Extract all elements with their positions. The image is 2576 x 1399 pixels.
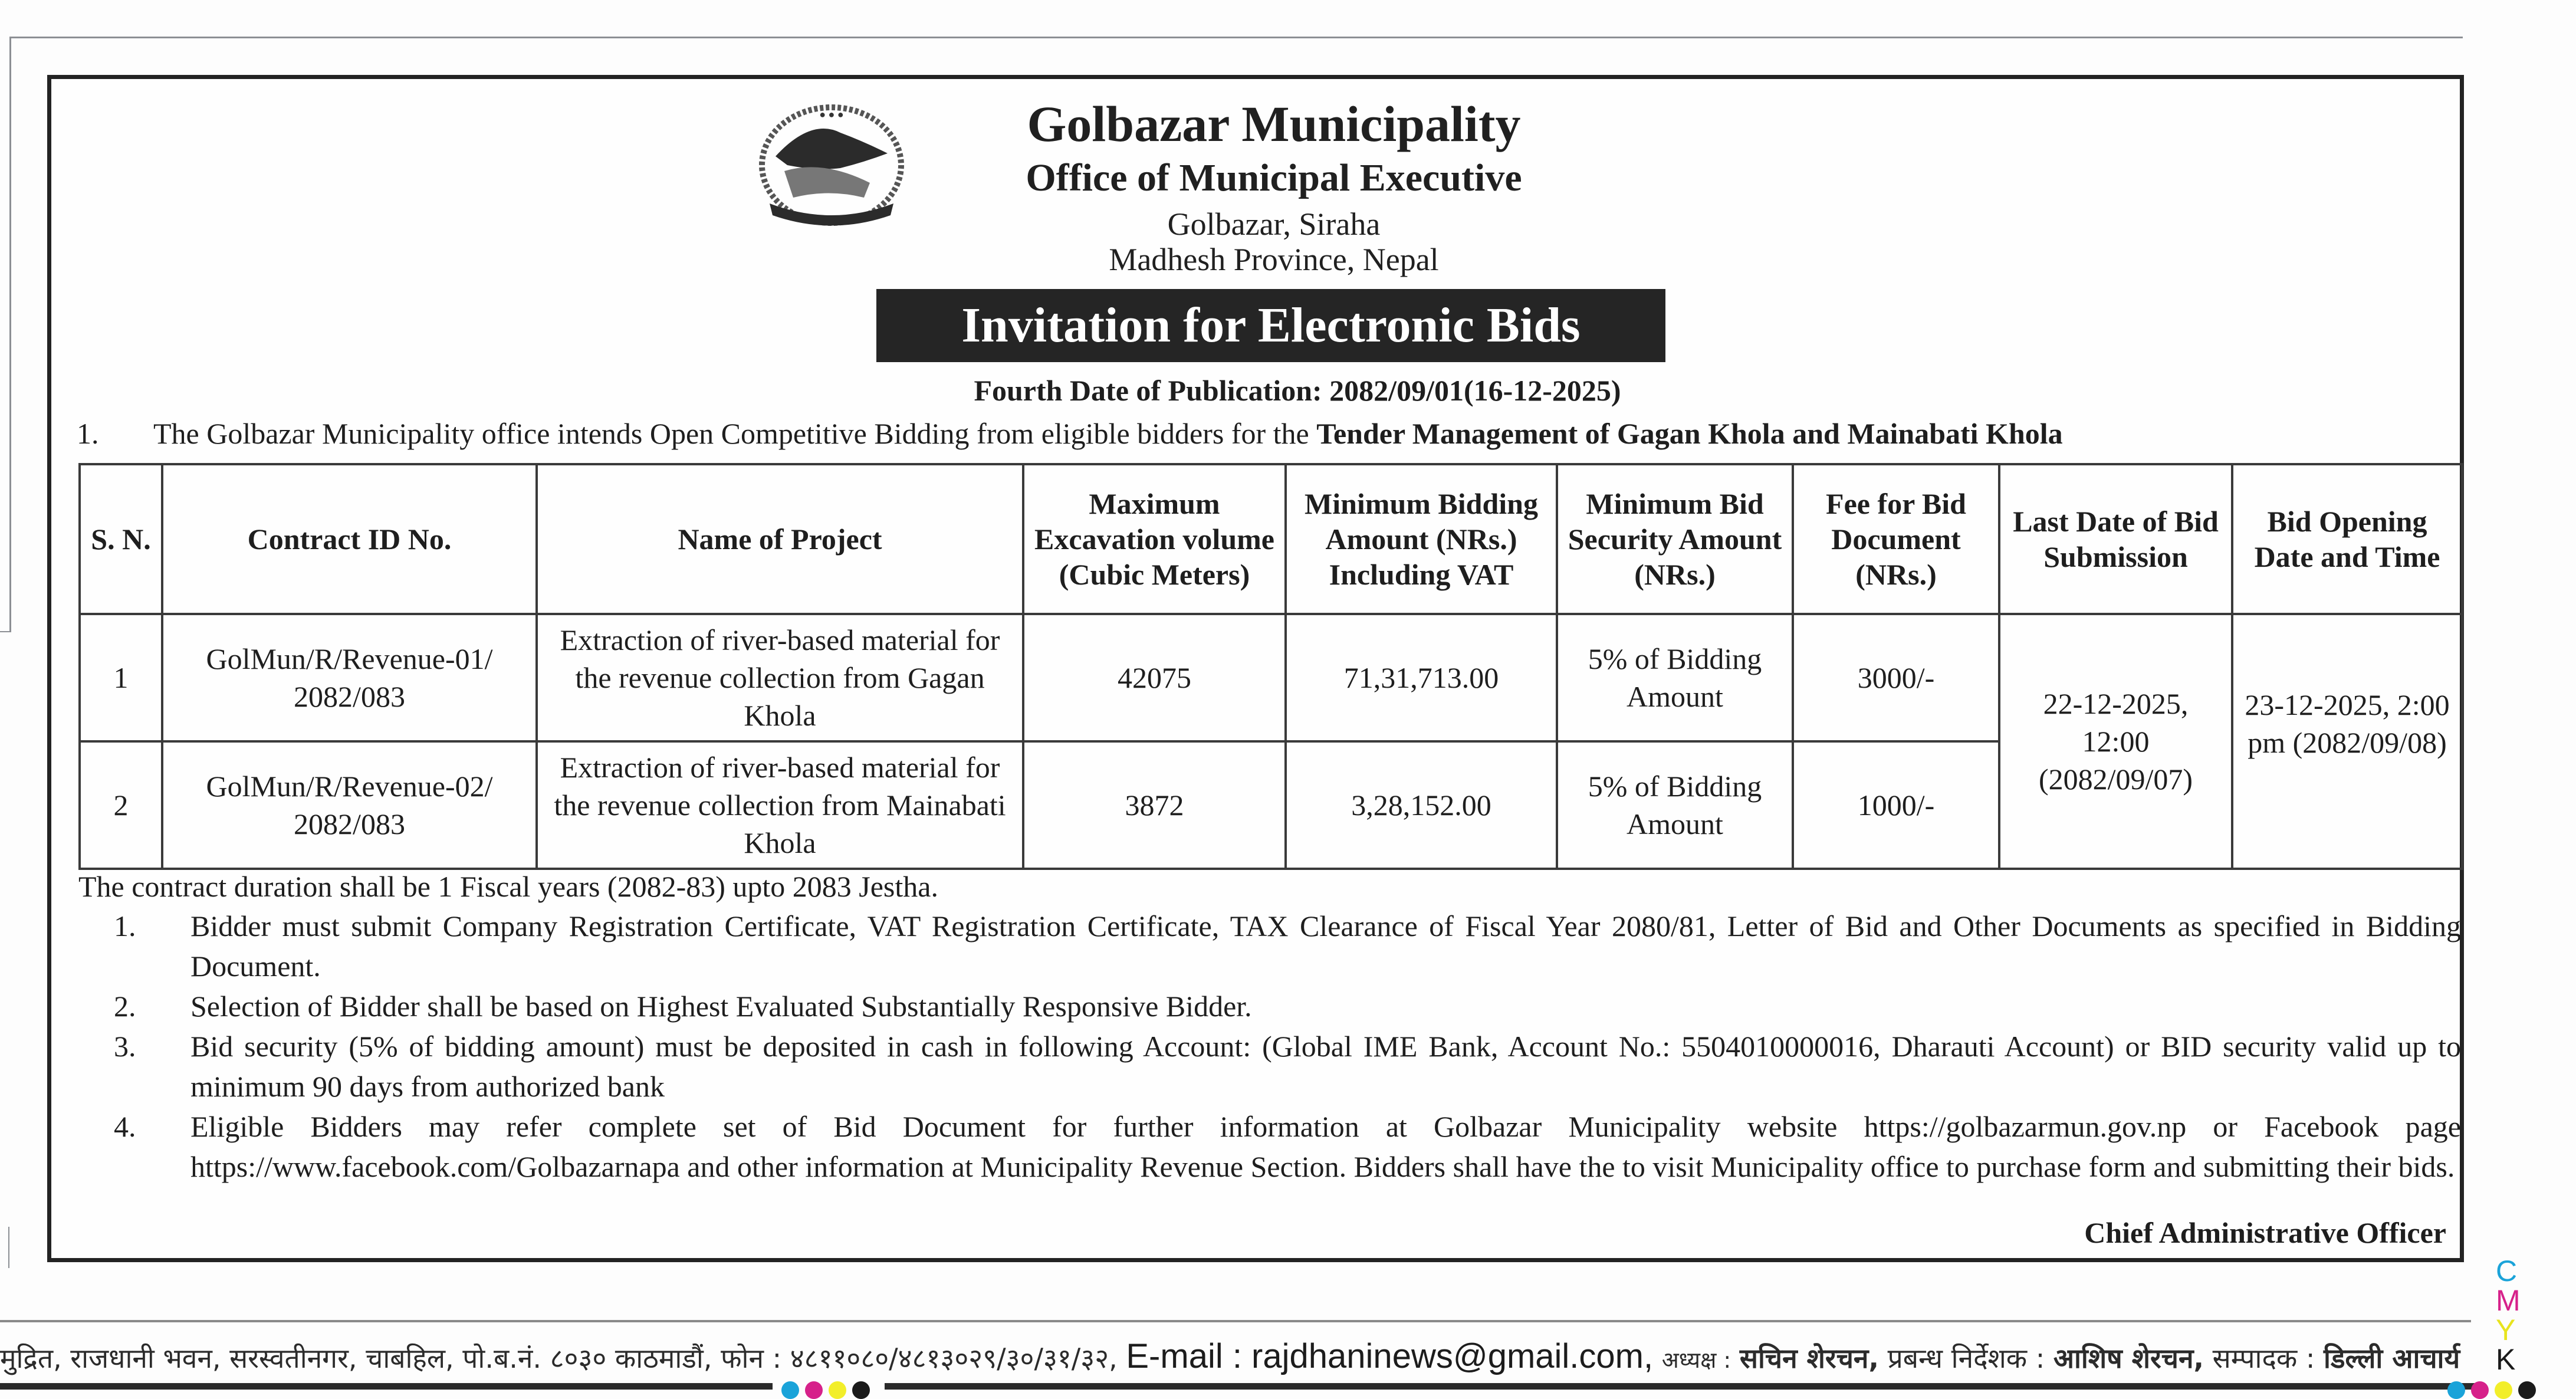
cmyk-mark-m: M [2496, 1284, 2521, 1317]
header-min-bid-security: Minimum Bid Security Amount (NRs.) [1557, 464, 1793, 614]
intro-text: The Golbazar Municipality office intends Open Competitive Bidding from eligible bidders for the [153, 417, 1317, 450]
left-guide-rule-lower [8, 1227, 9, 1268]
condition-text: Eligible Bidders may refer complete set of Bid Document for further information at Golbazar Municipality website https://golbazarmun.gov.np or Facebook page https://www.facebook.com/Golbazarnapa and other information at Municipality Revenue Section. Bidders shall have the to visit Municipality office to purchase form and submitting their bids. [190, 1110, 2461, 1183]
notice-banner: Invitation for Electronic Bids [876, 289, 1665, 362]
condition-number: 2. [114, 990, 136, 1023]
intro-paragraph [77, 416, 2459, 451]
condition-item [78, 986, 2461, 1026]
cell-project: Extraction of river-based material for the revenue collection from Gagan Khola [537, 614, 1023, 741]
imprint-chair-name: सचिन शेरचन, [1739, 1342, 1879, 1374]
header-contract-id: Contract ID No. [162, 464, 537, 614]
header-min-bidding-amount: Minimum Bidding Amount (NRs.) Including VAT [1286, 464, 1557, 614]
cell-bidding-amount: 71,31,713.00 [1286, 614, 1557, 741]
magenta-dot-icon [2471, 1381, 2489, 1399]
imprint-email: E-mail : rajdhaninews@gmail.com, [1126, 1337, 1654, 1375]
intro-number: 1. [77, 417, 99, 450]
cell-sn: 2 [80, 741, 162, 869]
table-header-row [80, 464, 2462, 614]
header-fee: Fee for Bid Document (NRs.) [1793, 464, 1999, 614]
header-sn: S. N. [80, 464, 162, 614]
header-opening-date: Bid Opening Date and Time [2232, 464, 2462, 614]
imprint-editor-name: डिल्ली आचार्य [2323, 1342, 2460, 1374]
imprint-md-label: प्रबन्ध निर्देशक : [1887, 1342, 2045, 1374]
condition-number: 1. [114, 909, 136, 942]
black-dot-icon [852, 1381, 870, 1399]
cmyk-mark-k: K [2496, 1343, 2516, 1376]
cell-bidding-amount: 3,28,152.00 [1286, 741, 1557, 869]
cyan-dot-icon [781, 1381, 799, 1399]
imprint-address: मुद्रित, राजधानी भवन, सरस्वतीनगर, चाबहिल, पो.ब.नं. ८०३० काठमाडौं, फोन : ४८११०८०/४८१३०२९/३०/३१/३२, [0, 1342, 1118, 1374]
yellow-dot-icon [829, 1381, 846, 1399]
cell-bid-security: 5% of Bidding Amount [1557, 741, 1793, 869]
cell-fee: 1000/- [1793, 741, 1999, 869]
condition-item [78, 906, 2461, 986]
imprint-md-name: आशिष शेरचन, [2053, 1342, 2204, 1374]
header-project-name: Name of Project [537, 464, 1023, 614]
cell-opening-date: 23-12-2025, 2:00 pm (2082/09/08) [2232, 614, 2462, 869]
intro-bold-text: Tender Management of Gagan Khola and Mainabati Khola [1316, 417, 2063, 450]
bottom-bar-left [0, 1383, 773, 1390]
imprint-editor-label: सम्पादक : [2212, 1342, 2315, 1374]
cell-volume: 42075 [1023, 614, 1286, 741]
cell-contract-id: GolMun/R/Revenue-02/ 2082/083 [162, 741, 537, 869]
top-guide-rule [9, 37, 2463, 38]
newspaper-imprint [0, 1333, 2471, 1380]
publication-date: Fourth Date of Publication: 2082/09/01(16-12-2025) [974, 374, 1621, 407]
condition-text: Bid security (5% of bidding amount) must be deposited in cash in following Account: (Global IME Bank, Account No.: 5504010000016, Dharauti Account) or BID security valid up to minimum 90 days from authorized bank [190, 1030, 2461, 1103]
svg-text:● ● ●: ● ● ● [819, 109, 844, 120]
condition-text: Bidder must submit Company Registration Certificate, VAT Registration Certificate, TAX Clearance of Fiscal Year 2080/81, Letter of Bid and Other Documents as specified in Bidding Document. [190, 909, 2461, 983]
condition-number: 4. [114, 1110, 136, 1143]
left-guide-stub [0, 631, 11, 632]
municipality-name: Golbazar Municipality [1027, 96, 1521, 152]
cell-last-date: 22-12-2025, 12:00 (2082/09/07) [1999, 614, 2232, 869]
cyan-dot-icon [2447, 1381, 2465, 1399]
address-line-1: Golbazar, Siraha [1167, 206, 1381, 242]
cell-bid-security: 5% of Bidding Amount [1557, 614, 1793, 741]
cmyk-mark-c: C [2496, 1254, 2518, 1288]
magenta-dot-icon [805, 1381, 823, 1399]
cell-project: Extraction of river-based material for the revenue collection from Mainabati Khola [537, 741, 1023, 869]
condition-item [78, 1026, 2461, 1106]
table-row [80, 614, 2462, 741]
header-max-volume: Maximum Excavation volume (Cubic Meters) [1023, 464, 1286, 614]
cmyk-mark-y: Y [2496, 1313, 2516, 1347]
bids-table [78, 463, 2463, 870]
left-guide-rule [9, 37, 11, 632]
cell-contract-id: GolMun/R/Revenue-01/ 2082/083 [162, 614, 537, 741]
conditions-list [78, 906, 2461, 1187]
signatory: Chief Administrative Officer [2084, 1216, 2446, 1249]
bottom-bar-right [885, 1383, 2477, 1390]
imprint-chair-label: अध्यक्ष : [1661, 1347, 1731, 1373]
footer-rule [0, 1320, 2471, 1322]
condition-text: Selection of Bidder shall be based on Highest Evaluated Substantially Responsive Bidder. [190, 990, 1252, 1023]
cell-fee: 3000/- [1793, 614, 1999, 741]
cell-sn: 1 [80, 614, 162, 741]
yellow-dot-icon [2495, 1381, 2512, 1399]
condition-number: 3. [114, 1030, 136, 1063]
black-dot-icon [2518, 1381, 2536, 1399]
header-last-date: Last Date of Bid Submission [1999, 464, 2232, 614]
address-line-2: Madhesh Province, Nepal [1109, 242, 1439, 277]
condition-item [78, 1106, 2461, 1187]
office-name: Office of Municipal Executive [1026, 156, 1522, 199]
cell-volume: 3872 [1023, 741, 1286, 869]
contract-duration-note: The contract duration shall be 1 Fiscal years (2082-83) upto 2083 Jestha. [78, 870, 938, 903]
